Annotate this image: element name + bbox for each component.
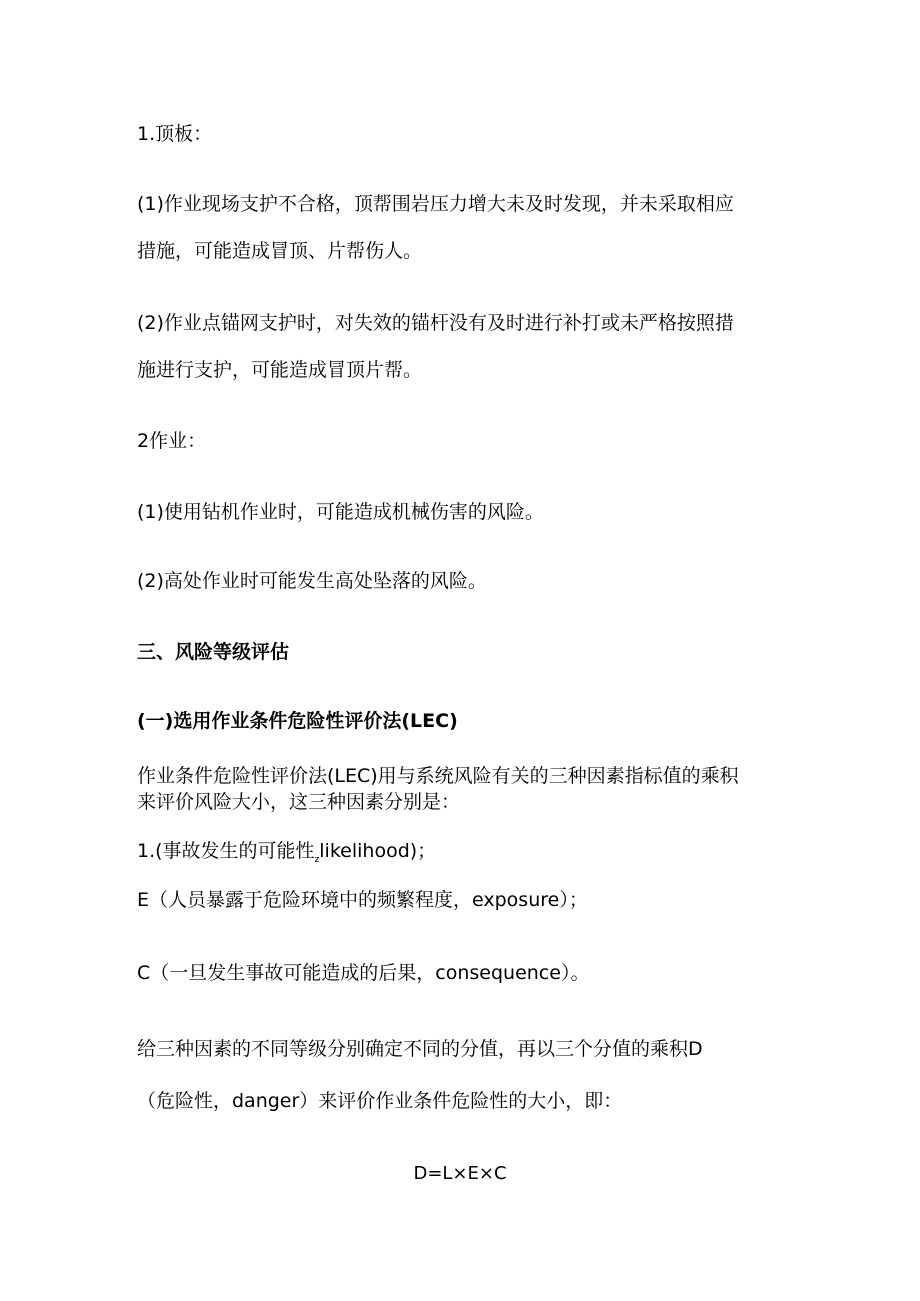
- paragraph-line: (1)使用钻机作业时，可能造成机械伤害的风险。: [137, 501, 544, 523]
- paragraph-line: 措施，可能造成冒顶、片帮伤人。: [137, 240, 423, 262]
- paragraph-line: 给三种因素的不同等级分别确定不同的分值，再以三个分值的乘积D: [137, 1038, 703, 1060]
- paragraph-line: 施进行支护，可能造成冒顶片帮。: [137, 359, 423, 381]
- exposure-line: E（人员暴露于危险环境中的频繁程度，exposure）；: [137, 889, 588, 911]
- paragraph-line: （危险性，danger）来评价作业条件危险性的大小，即：: [137, 1090, 623, 1112]
- likelihood-line: [137, 839, 436, 872]
- paragraph-line: 作业条件危险性评价法(LEC)用与系统风险有关的三种因素指标值的乘积: [137, 765, 739, 787]
- subscript-z: z: [314, 855, 320, 865]
- paragraph-line: (2)高处作业时可能发生高处坠落的风险。: [137, 570, 487, 592]
- subsection-heading-lec: (一)选用作业条件危险性评价法(LEC): [137, 710, 458, 732]
- section-heading-risk-assessment: 三、风险等级评估: [137, 641, 290, 663]
- section-heading-operation: 2作业：: [137, 430, 207, 452]
- paragraph-line: (1)作业现场支护不合格，顶帮围岩压力增大未及时发现，并未采取相应: [137, 193, 734, 215]
- formula: D=L×E×C: [413, 1163, 507, 1184]
- likelihood-tail: likelihood)；: [319, 840, 437, 862]
- likelihood-text: 1.(事故发生的可能性: [137, 840, 315, 862]
- section-heading-roof: 1.顶板：: [137, 123, 213, 145]
- paragraph-line: 来评价风险大小，这三种因素分别是：: [137, 791, 461, 813]
- consequence-line: C（一旦发生事故可能造成的后果，consequence）。: [137, 962, 590, 984]
- paragraph-line: (2)作业点锚网支护时，对失效的锚杆没有及时进行补打或未严格按照措: [137, 312, 734, 334]
